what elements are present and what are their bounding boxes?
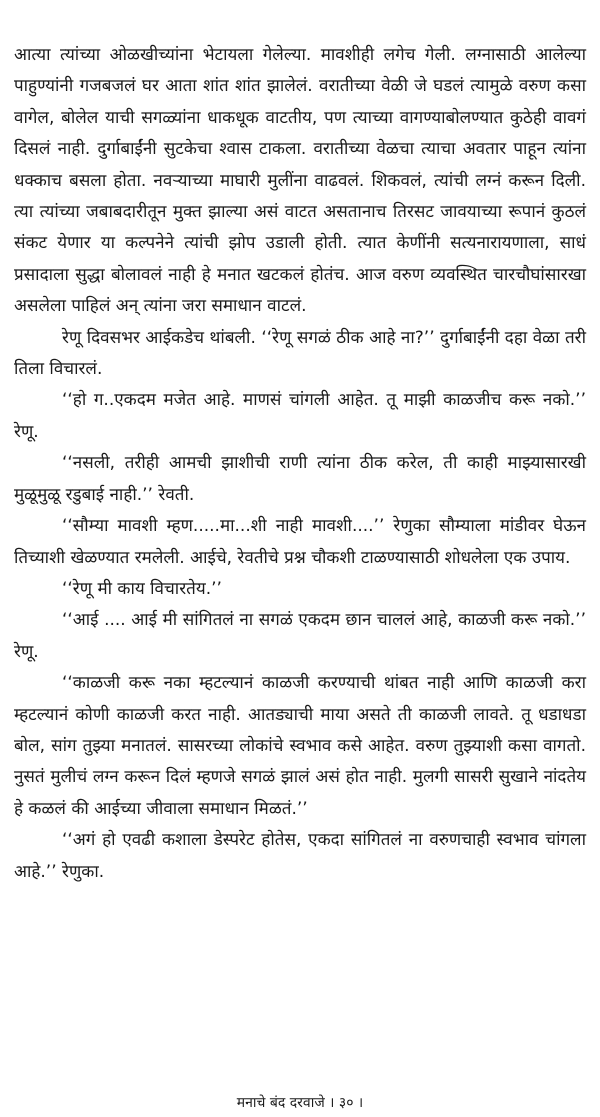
page-body [14, 40, 586, 888]
paragraph: ‘‘सौम्या मावशी म्हण.....मा...शी नाही मावशी....’’ रेणुका सौम्याला मांडीवर घेऊन तिच्याशी खेळण्यात रमलेली. आईचे, रेवतीचे प्रश्न चौकशी टाळण्यासाठी शोधलेला एक उपाय. [14, 516, 586, 568]
paragraph: ‘‘रेणू मी काय विचारतेय.’’ [62, 578, 222, 599]
paragraph: आत्या त्यांच्या ओळखीच्यांना भेटायला गेलेल्या. मावशीही लगेच गेली. लग्नासाठी आलेल्या पाहुण्यांनी गजबजलं घर आता शांत शांत झालेलं. वरातीच्या वेळी जे घडलं त्यामुळे वरुण कसा वागेल, बोलेल याची सगळ्यांना धाकधूक वाटतीय, पण त्याच्या वागण्याबोलण्यात कुठेही वावगं दिसलं नाही. दुर्गाबाईंनी सुटकेचा श्वास टाकला. वरातीच्या वेळचा त्याचा अवतार पाहून त्यांना धक्काच बसला होता. नवऱ्याच्या माघारी मुलींना वाढवलं. शिकवलं, त्यांची लग्नं करून दिली. त्या त्यांच्या जबाबदारीतून मुक्त झाल्या असं वाटत असतानाच तिरसट जावयाच्या रूपानं कुठलं संकट येणार या कल्पनेने त्यांची झोप उडाली होती. त्यात केणींनी सत्यनारायणाला, साधं प्रसादाला सुद्धा बोलावलं नाही हे मनात खटकलं होतंच. आज वरुण व्यवस्थित चारचौघांसारखा असलेला पाहिलं अन् त्यांना जरा समाधान वाटलं. [14, 45, 586, 317]
paragraph: रेणू दिवसभर आईकडेच थांबली. ‘‘रेणू सगळं ठीक आहे ना?’’ दुर्गाबाईंनी दहा वेळा तरी तिला विचारलं. [14, 327, 586, 380]
paragraph: ‘‘नसली, तरीही आमची झाशीची राणी त्यांना ठीक करेल, ती काही माझ्यासारखी मुळूमुळू रडुबाई नाही.’’ रेवती. [14, 453, 586, 505]
paragraph: ‘‘हो ग..एकदम मजेत आहे. माणसं चांगली आहेत. तू माझी काळजीच करू नको.’’ रेणू. [14, 390, 586, 442]
page-footer: मनाचे बंद दरवाजे । ३० । [236, 1095, 364, 1111]
paragraph: ‘‘काळजी करू नका म्हटल्यानं काळजी करण्याची थांबत नाही आणि काळजी करा म्हटल्यानं कोणी काळजी करत नाही. आतड्याची माया असते ती काळजी लावते. तू धडाधडा बोल, सांग तुझ्या मनातलं. सासरच्या लोकांचे स्वभाव कसे आहेत. वरुण तुझ्याशी कसा वागतो. नुसतं मुलीचं लग्न करून दिलं म्हणजे सगळं झालं असं होत नाही. मुलगी सासरी सुखाने नांदतेय हे कळलं की आईच्या जीवाला समाधान मिळतं.’’ [14, 673, 586, 819]
paragraph: ‘‘आई .... आई मी सांगितलं ना सगळं एकदम छान चाललं आहे, काळजी करू नको.’’ रेणू. [14, 610, 586, 662]
paragraph: ‘‘अगं हो एवढी कशाला डेस्परेट होतेस, एकदा सांगितलं ना वरुणचाही स्वभाव चांगला आहे.’’ रेणुका. [14, 830, 586, 882]
